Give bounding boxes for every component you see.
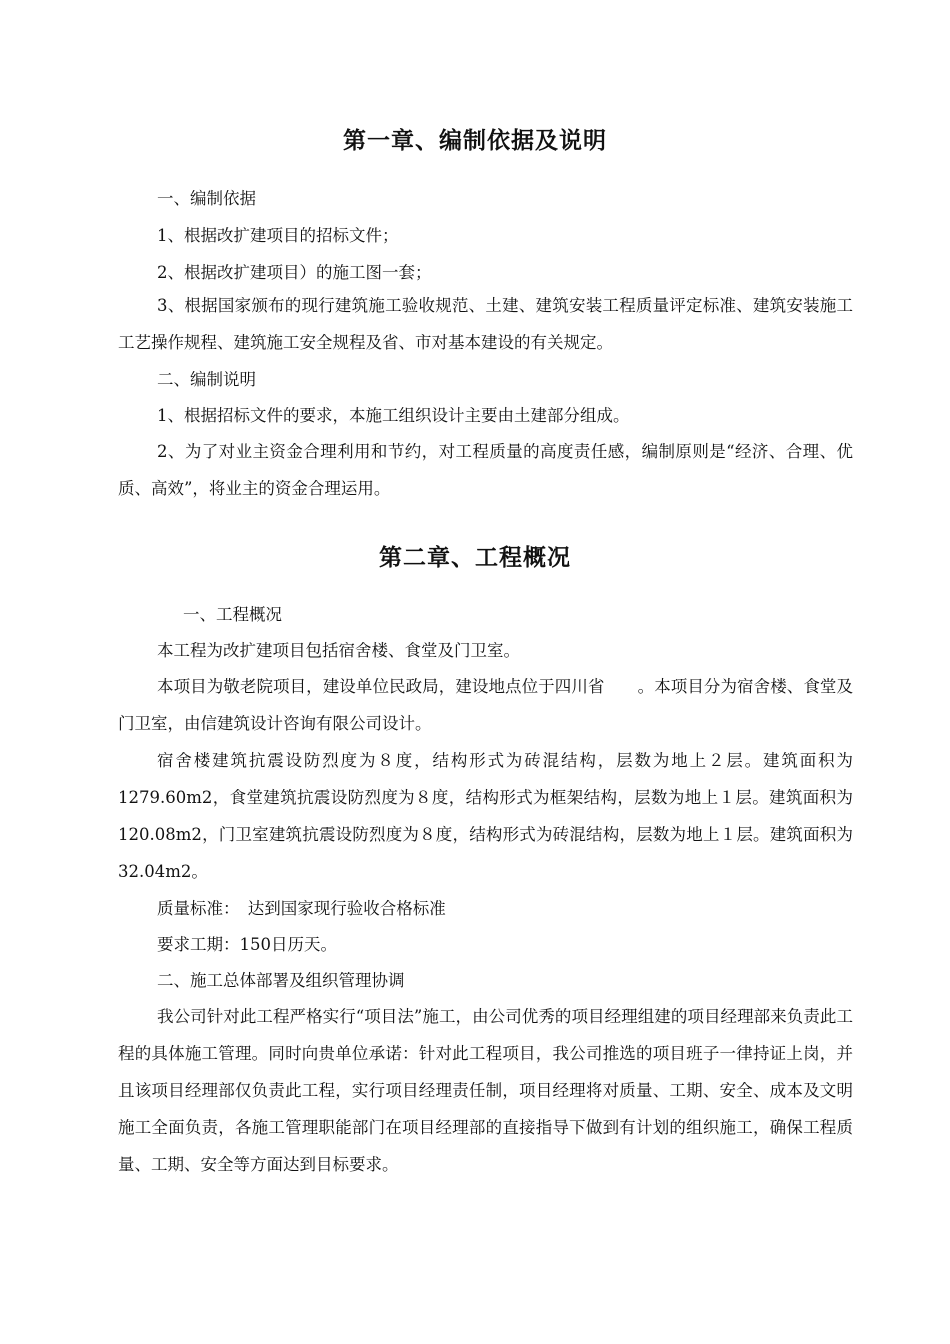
paragraph: 我公司针对此工程严格实行“项目法”施工，由公司优秀的项目经理组建的项目经理部来负责此工程的具体施工管理。同时向贵单位承诺：针对此工程项目，我公司推选的项目班子一律持证上岗，并且该项目经理部仅负责此工程，实行项目经理责任制，项目经理将对质量、工期、安全、成本及文明施工全面负责，各施工管理职能部门在项目经理部的直接指导下做到有计划的组织施工，确保工程质量、工期、安全等方面达到目标要求。 (118, 1007, 853, 1174)
section-heading-explanation: 二、编制说明 (157, 370, 256, 389)
paragraph: 本工程为改扩建项目包括宿舍楼、食堂及门卫室。 (157, 641, 520, 660)
section-heading-overview: 一、工程概况 (183, 605, 282, 624)
chapter-1-title: 第一章、编制依据及说明 (343, 128, 607, 154)
paragraph: 1、根据改扩建项目的招标文件； (157, 226, 399, 245)
paragraph: 本项目为敬老院项目，建设单位民政局，建设地点位于四川省 。本项目分为宿舍楼、食堂及门卫室，由信建筑设计咨询有限公司设计。 (118, 677, 853, 733)
paragraph: 宿舍楼建筑抗震设防烈度为８度，结构形式为砖混结构，层数为地上２层。建筑面积为1279.60m2，食堂建筑抗震设防烈度为８度，结构形式为框架结构，层数为地上１层。建筑面积为120.08m2，门卫室建筑抗震设防烈度为８度，结构形式为砖混结构，层数为地上１层。建筑面积为32.04m2。 (118, 751, 853, 881)
paragraph: 3、根据国家颁布的现行建筑施工验收规范、土建、建筑安装工程质量评定标准、建筑安装施工工艺操作规程、建筑施工安全规程及省、市对基本建设的有关规定。 (118, 296, 853, 352)
paragraph: 2、根据改扩建项目）的施工图一套； (157, 263, 432, 282)
paragraph: 要求工期：150日历天。 (157, 935, 337, 954)
paragraph: 1、根据招标文件的要求，本施工组织设计主要由土建部分组成。 (157, 406, 630, 425)
section-heading-basis: 一、编制依据 (157, 189, 256, 208)
chapter-2-title: 第二章、工程概况 (379, 545, 571, 571)
paragraph: 2、为了对业主资金合理利用和节约，对工程质量的高度责任感，编制原则是“经济、合理、优质、高效”，将业主的资金合理运用。 (118, 442, 853, 498)
section-heading-deployment: 二、施工总体部署及组织管理协调 (157, 971, 405, 990)
paragraph: 质量标准： 达到国家现行验收合格标准 (157, 899, 446, 918)
